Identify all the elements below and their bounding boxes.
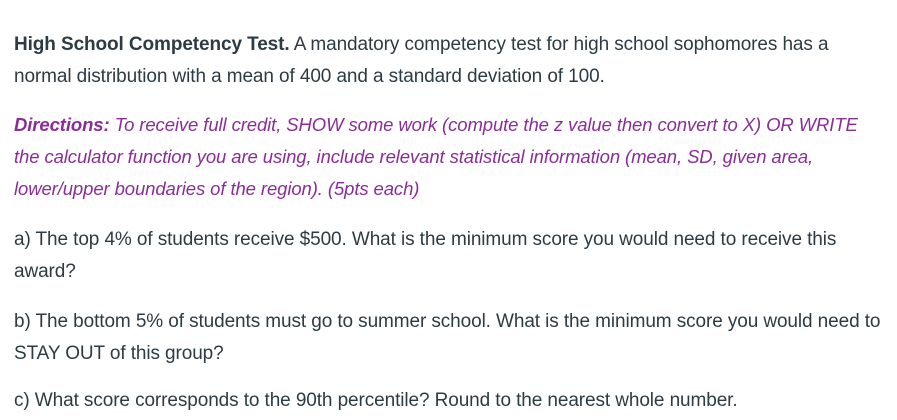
question-b: b) The bottom 5% of students must go to summer school. What is the minimum score you would need to STAY OUT of this group? <box>14 311 881 364</box>
problem-intro <box>14 29 884 93</box>
directions-heading: Directions: <box>14 114 110 135</box>
directions-paragraph <box>14 109 884 205</box>
question-c: c) What score corresponds to the 90th percentile? Round to the nearest whole number. <box>14 390 738 411</box>
problem-title: High School Competency Test. <box>14 34 290 55</box>
problem-description: A mandatory competency test for high school sophomores has a normal distribution with a mean of 400 and a standard deviation of 100. <box>14 34 829 87</box>
question-a: a) The top 4% of students receive $500. What is the minimum score you would need to receive this award? <box>14 229 837 282</box>
directions-text: To receive full credit, SHOW some work (compute the z value then convert to X) OR WRITE the calculator function you are using, include relevant statistical information (mean, SD, given area, lower/upper boundaries of the region). (5pts each) <box>14 114 858 199</box>
